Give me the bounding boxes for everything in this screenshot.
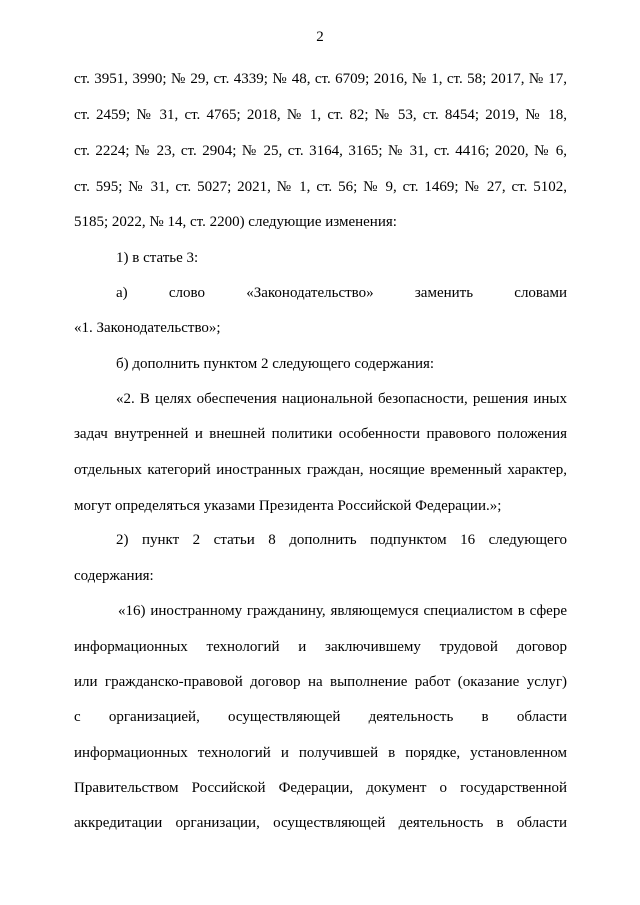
text-line: содержания: bbox=[74, 568, 154, 584]
text-line: 5185; 2022, № 14, ст. 2200) следующие изменения: bbox=[74, 214, 397, 230]
text-line: б) дополнить пунктом 2 следующего содержания: bbox=[116, 356, 435, 372]
text-line: Правительством Российской Федерации, документ о государственной bbox=[74, 780, 567, 796]
text-line: задач внутренней и внешней политики особенности правового положения bbox=[74, 426, 567, 442]
text-line: «16) иностранному гражданину, являющемуся специалистом в сфере bbox=[118, 603, 567, 619]
text-line: с организацией, осуществляющей деятельность в области bbox=[74, 709, 567, 725]
text-line: информационных технологий и получившей в порядке, установленном bbox=[74, 745, 567, 761]
text-line: ст. 595; № 31, ст. 5027; 2021, № 1, ст. 56; № 9, ст. 1469; № 27, ст. 5102, bbox=[74, 179, 567, 195]
text-line: ст. 2459; № 31, ст. 4765; 2018, № 1, ст. 82; № 53, ст. 8454; 2019, № 18, bbox=[74, 107, 567, 123]
text-line: 1) в статье 3: bbox=[116, 250, 199, 266]
text-line: «1. Законодательство»; bbox=[74, 320, 221, 336]
page-number: 2 bbox=[316, 29, 324, 45]
text-line: а) слово «Законодательство» заменить словами bbox=[116, 285, 567, 301]
text-line: могут определяться указами Президента Российской Федерации.»; bbox=[74, 498, 502, 514]
text-line: аккредитации организации, осуществляющей деятельность в области bbox=[74, 815, 567, 831]
text-line: «2. В целях обеспечения национальной безопасности, решения иных bbox=[116, 391, 567, 407]
text-line: или гражданско-правовой договор на выполнение работ (оказание услуг) bbox=[74, 674, 567, 690]
text-line: ст. 2224; № 23, ст. 2904; № 25, ст. 3164, 3165; № 31, ст. 4416; 2020, № 6, bbox=[74, 143, 567, 159]
text-line: информационных технологий и заключившему трудовой договор bbox=[74, 639, 567, 655]
text-line: отдельных категорий иностранных граждан, носящие временный характер, bbox=[74, 462, 567, 478]
text-line: 2) пункт 2 статьи 8 дополнить подпунктом 16 следующего bbox=[116, 532, 567, 548]
text-line: ст. 3951, 3990; № 29, ст. 4339; № 48, ст. 6709; 2016, № 1, ст. 58; 2017, № 17, bbox=[74, 71, 567, 87]
